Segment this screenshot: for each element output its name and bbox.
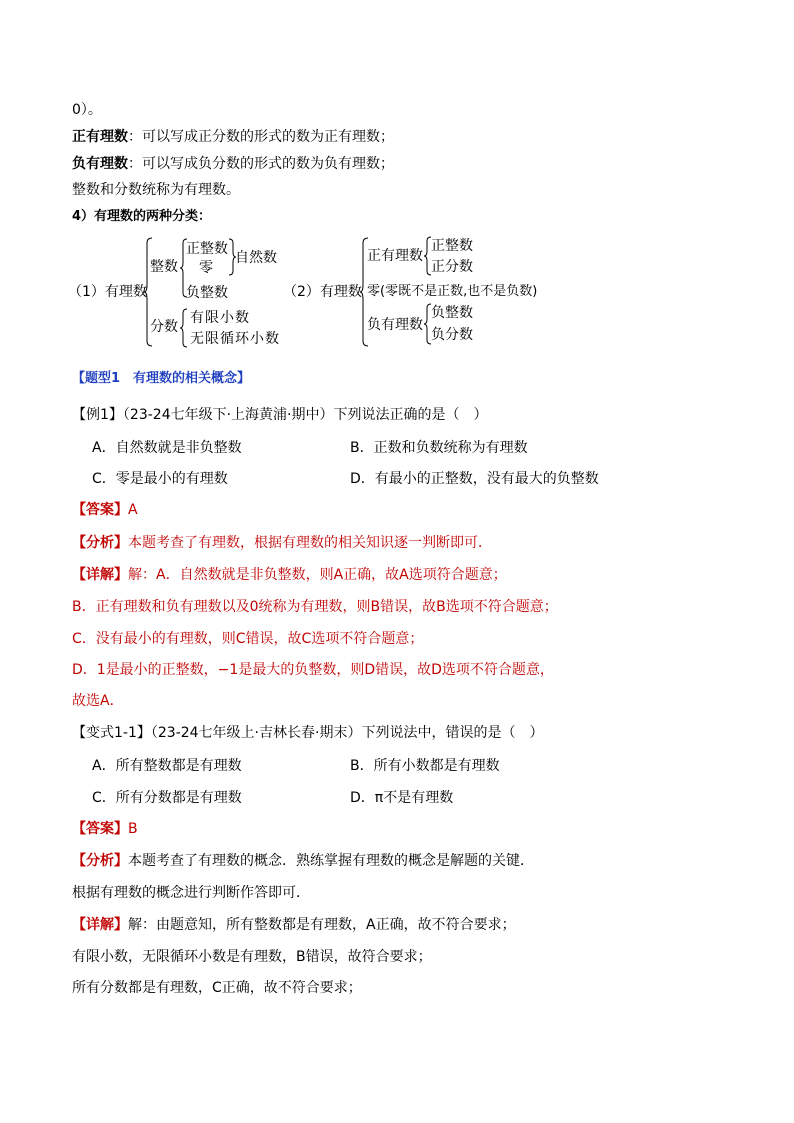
c1-finite-decimal: 有限小数 [190, 310, 250, 326]
var11-option-d: D．π不是有理数 [350, 790, 454, 806]
ex1-option-d: D．有最小的正整数，没有最大的负整数 [350, 471, 599, 487]
classification-heading: 4）有理数的两种分类： [72, 209, 212, 224]
c2-label: （2）有理数 [283, 284, 362, 300]
negative-rational-text: ：可以写成负分数的形式的数为负有理数； [128, 156, 394, 172]
var11-option-b: B．所有小数都是有理数 [350, 758, 500, 774]
var11-detail-tag: 【详解】 [72, 917, 128, 933]
ex1-answer [72, 500, 138, 520]
ex1-stem: （23-24七年级下·上海黄浦·期中）下列说法正确的是（ ） [122, 407, 488, 423]
rational-summary: 整数和分数统称为有理数。 [72, 182, 240, 198]
ex1-detail-1 [72, 565, 507, 585]
ex1-detail-tag: 【详解】 [72, 567, 128, 583]
var11-analysis-tag: 【分析】 [72, 853, 128, 869]
var11-option-c: C．所有分数都是有理数 [92, 790, 242, 806]
var11-analysis-text: 本题考查了有理数的概念．熟练掌握有理数的概念是解题的关键． [128, 853, 534, 869]
c1-fraction-brace [180, 308, 188, 348]
ex1-detail-1-text: 解：A．自然数就是非负整数，则A正确，故A选项符合题意； [128, 567, 507, 583]
positive-rational-definition [72, 127, 394, 147]
var11-analysis-2: 根据有理数的概念进行判断作答即可． [72, 885, 310, 901]
var11-detail-1 [72, 915, 516, 935]
c2-zero: 零(零既不是正数,也不是负数) [367, 284, 538, 299]
ex1-detail-3: C．没有最小的有理数，则C错误，故C选项不符合题意； [72, 631, 424, 647]
c2-positive-integer: 正整数 [431, 238, 473, 254]
c1-zero: 零 [199, 260, 213, 276]
c1-label: （1）有理数 [68, 284, 147, 300]
ex1-option-a: A．自然数就是非负整数 [92, 440, 242, 456]
ex1-option-c: C．零是最小的有理数 [92, 471, 228, 487]
ex1-detail-5: 故选A． [72, 693, 124, 709]
negative-rational-term: 负有理数 [72, 156, 128, 172]
var11-detail-2: 有限小数，无限循环小数是有理数，B错误，故符合要求； [72, 949, 432, 965]
c2-negative-fraction: 负分数 [431, 327, 473, 343]
c2-positive-fraction: 正分数 [431, 259, 473, 275]
c1-natural-number: 自然数 [235, 250, 277, 266]
ex1-option-b: B．正数和负数统称为有理数 [350, 440, 528, 456]
positive-rational-text: ：可以写成正分数的形式的数为正有理数； [128, 129, 394, 145]
c1-integer: 整数 [150, 259, 178, 275]
var11-detail-3: 所有分数都是有理数，C正确，故不符合要求； [72, 980, 362, 996]
var11-analysis [72, 851, 534, 871]
var11-option-a: A．所有整数都是有理数 [92, 758, 242, 774]
c1-fraction: 分数 [150, 319, 178, 335]
var11-tag: 【变式1-1】 [72, 725, 151, 741]
var11-answer [72, 819, 138, 839]
positive-rational-term: 正有理数 [72, 129, 128, 145]
var11-stem: （23-24七年级上·吉林长春·期末）下列说法中，错误的是（ ） [150, 725, 544, 741]
var11-answer-value: B [128, 821, 138, 837]
c1-negative-integer: 负整数 [186, 285, 228, 301]
c2-negative-integer: 负整数 [431, 305, 473, 321]
intro-line-cont: 0）。 [72, 102, 102, 118]
ex1-answer-tag: 【答案】 [72, 502, 128, 518]
ex1-detail-4: D．1是最小的正整数，−1是最大的负整数，则D错误，故D选项不符合题意， [72, 662, 554, 678]
c1-positive-integer: 正整数 [186, 241, 228, 257]
ex1-analysis-text: 本题考查了有理数，根据有理数的相关知识逐一判断即可． [128, 535, 492, 551]
c2-positive-rational: 正有理数 [367, 248, 423, 264]
type1-title: 【题型1 有理数的相关概念】 [72, 371, 251, 386]
var11-detail-1-text: 解：由题意知，所有整数都是有理数，A正确，故不符合要求； [128, 917, 516, 933]
ex1-analysis-tag: 【分析】 [72, 535, 128, 551]
negative-rational-definition [72, 154, 394, 174]
ex1-tag: 【例1】 [72, 407, 123, 423]
var11-question [72, 723, 543, 743]
var11-answer-tag: 【答案】 [72, 821, 128, 837]
ex1-analysis [72, 533, 492, 553]
c1-repeating-decimal: 无限循环小数 [190, 331, 280, 347]
ex1-question [72, 405, 488, 425]
ex1-detail-2: B．正有理数和负有理数以及0统称为有理数，则B错误，故B选项不符合题意； [72, 599, 558, 615]
c2-negative-rational: 负有理数 [367, 317, 423, 333]
ex1-answer-value: A [128, 502, 138, 518]
